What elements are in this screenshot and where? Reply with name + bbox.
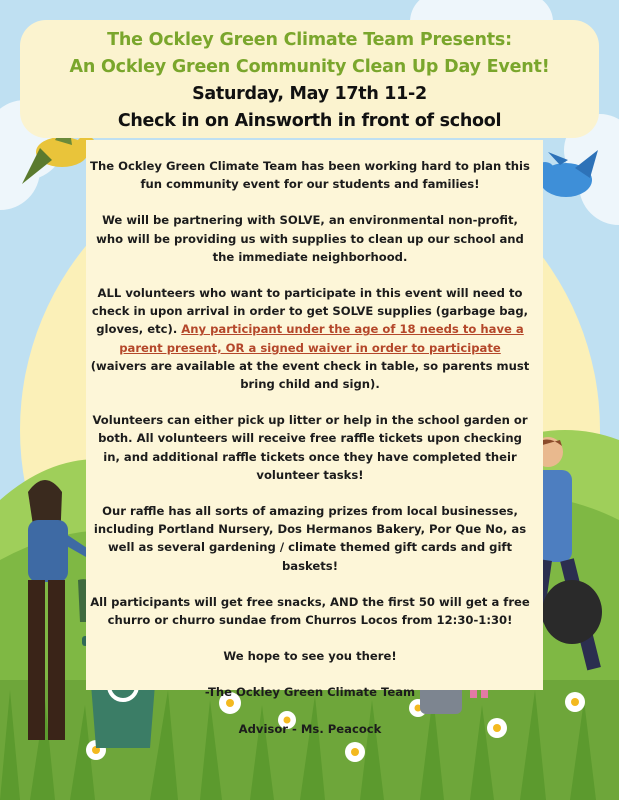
paragraph-intro: The Ockley Green Climate Team has been working hard to plan this fun community event for our students and families!: [90, 159, 530, 192]
waiver-note: (waivers are available at the event check in table, so parents must bring child and sign).: [90, 358, 530, 392]
title-line-2: An Ockley Green Community Clean Up Day Event!: [69, 57, 550, 77]
paragraph-partner: We will be partnering with SOLVE, an environmental non-profit, who will be providing us with supplies to clean up our school and the immediate neighborhood.: [96, 213, 524, 264]
paragraph-snacks: All participants will get free snacks, AND the first 50 will get a free churro or churro sundae from Churros Locos from 12:30-1:30!: [90, 594, 530, 628]
event-location: Check in on Ainsworth in front of school: [117, 111, 502, 131]
event-date: Saturday, May 17th 11-2: [192, 84, 427, 104]
checkin-text: ALL volunteers who want to participate in this event will need to check in upon arrival in order to get SOLVE supplies (garbage bag, gloves, etc).: [91, 286, 529, 337]
title-line-1: The Ockley Green Climate Team Presents:: [107, 30, 512, 50]
signature-advisor: Advisor - Ms. Peacock: [238, 721, 382, 736]
waiver-warning: Any participant under the age of 18 needs to have a parent present, OR a signed waiver in order to participate: [119, 322, 524, 355]
flyer-body: [90, 157, 530, 756]
paragraph-checkin: [90, 284, 530, 393]
paragraph-closing: We hope to see you there!: [223, 649, 397, 664]
signature-team: -The Ockley Green Climate Team: [204, 685, 416, 700]
paragraph-volunteers: Volunteers can either pick up litter or help in the school garden or both. All volunteers will receive free raffle tickets upon checking in, and additional raffle tickets once they have completed their volunteer tasks!: [92, 413, 528, 482]
paragraph-raffle: Our raffle has all sorts of amazing prizes from local businesses, including Portland Nursery, Dos Hermanos Bakery, Por Que No, as well as several gardening / climate themed gift cards and gift baskets!: [93, 504, 527, 573]
